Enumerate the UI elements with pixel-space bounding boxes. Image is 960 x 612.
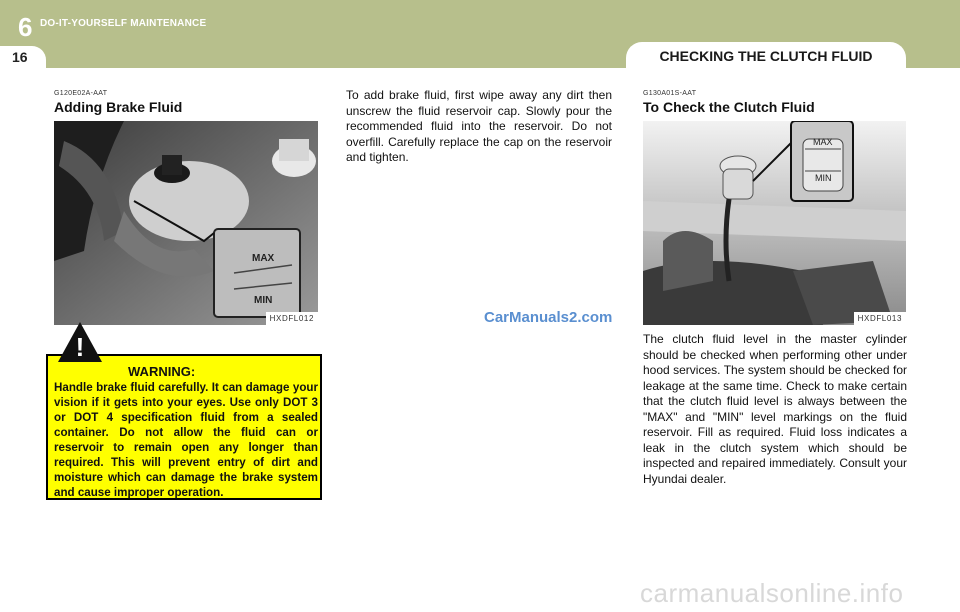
clutch-reservoir-photo (643, 121, 906, 325)
chapter-title: DO-IT-YOURSELF MAINTENANCE (40, 18, 207, 29)
footer-site-watermark: carmanualsonline.info (640, 578, 904, 608)
brake-reservoir-photo (54, 121, 318, 325)
left-photo-caption: HXDFL012 (266, 312, 318, 325)
clutch-fluid-paragraph: The clutch fluid level in the master cylinder should be checked when performing other under hood services. The system should be checked for leakage at the same time. Check to make certain that the clutch fluid level is always between the "MAX" and "MIN" level markings on the fluid reservoir. Fill as required. Fluid loss indicates a leak in the clutch system which should be inspected and repaired immediately. Consult your Hyundai dealer. (643, 332, 907, 486)
warning-exclamation: ! (75, 332, 85, 362)
page-number: 16 (12, 49, 28, 65)
right-photo-caption: HXDFL013 (854, 312, 906, 325)
photo-max-label: MAX (252, 253, 275, 264)
chapter-number: 6 (18, 12, 33, 42)
photo-min-label: MIN (815, 173, 832, 183)
photo-max-label: MAX (813, 137, 833, 147)
right-section-code: G130A01S-AAT (643, 90, 697, 97)
photo-min-label: MIN (254, 295, 273, 306)
brake-fluid-paragraph: To add brake fluid, first wipe away any dirt then unscrew the fluid reservoir cap. Slowly pour the recommended fluid into the reservoir. Do not overfill. Carefully replace the cap on the reservoir and tighten. (346, 88, 612, 164)
warning-title: WARNING: (128, 364, 196, 379)
watermark-link[interactable]: CarManuals2.com (484, 309, 613, 326)
left-section-heading: Adding Brake Fluid (54, 99, 183, 115)
left-section-code: G120E02A-AAT (54, 90, 108, 97)
right-section-heading: To Check the Clutch Fluid (643, 99, 815, 115)
section-title: CHECKING THE CLUTCH FLUID (659, 48, 873, 64)
warning-text: Handle brake fluid carefully. It can damage your vision if it gets into your eyes. Use only DOT 3 or DOT 4 specification fluid from a sealed container. Do not allow the fluid can or reservoir to remain open any longer than required. This will prevent entry of dirt and moisture which can damage the brake system and cause improper operation. (54, 381, 318, 499)
